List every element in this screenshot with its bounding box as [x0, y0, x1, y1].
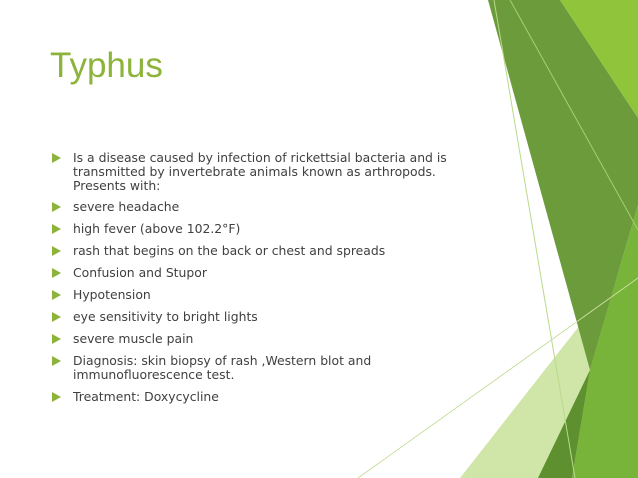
list-item: [51, 266, 481, 280]
triangle-arrow-right-icon: [52, 224, 61, 234]
triangle-arrow-right-icon: [52, 312, 61, 322]
list-item: [51, 200, 481, 214]
list-item-text: severe muscle pain: [73, 331, 194, 346]
triangle-arrow-right-icon: [52, 356, 61, 366]
triangle-arrow-right-icon: [52, 202, 61, 212]
triangle-arrow-right-icon: [52, 268, 61, 278]
list-item: [51, 222, 481, 236]
bullet-list: [51, 151, 481, 404]
list-item: [51, 354, 481, 382]
list-item-text: Diagnosis: skin biopsy of rash ,Western blot and immunofluorescence test.: [73, 353, 372, 382]
triangle-arrow-right-icon: [52, 153, 61, 163]
list-item-text: high fever (above 102.2°F): [73, 221, 241, 236]
list-item-text: Hypotension: [73, 287, 151, 302]
list-item: [51, 390, 481, 404]
list-item-text: rash that begins on the back or chest and spreads: [73, 243, 386, 258]
triangle-arrow-right-icon: [52, 392, 61, 402]
slide-title: Typhus: [50, 46, 163, 85]
list-item-text: severe headache: [73, 199, 180, 214]
triangle-arrow-right-icon: [52, 246, 61, 256]
list-item-text: eye sensitivity to bright lights: [73, 309, 258, 324]
list-item: [51, 288, 481, 302]
list-item: [51, 244, 481, 258]
list-item-text: Treatment: Doxycycline: [73, 389, 219, 404]
triangle-arrow-right-icon: [52, 290, 61, 300]
list-item: [51, 151, 481, 193]
list-item: [51, 332, 481, 346]
list-item-text: Is a disease caused by infection of rickettsial bacteria and is transmitted by invertebrate animals known as arthropods. Presents with:: [73, 150, 447, 193]
list-item-text: Confusion and Stupor: [73, 265, 207, 280]
triangle-arrow-right-icon: [52, 334, 61, 344]
list-item: [51, 310, 481, 324]
